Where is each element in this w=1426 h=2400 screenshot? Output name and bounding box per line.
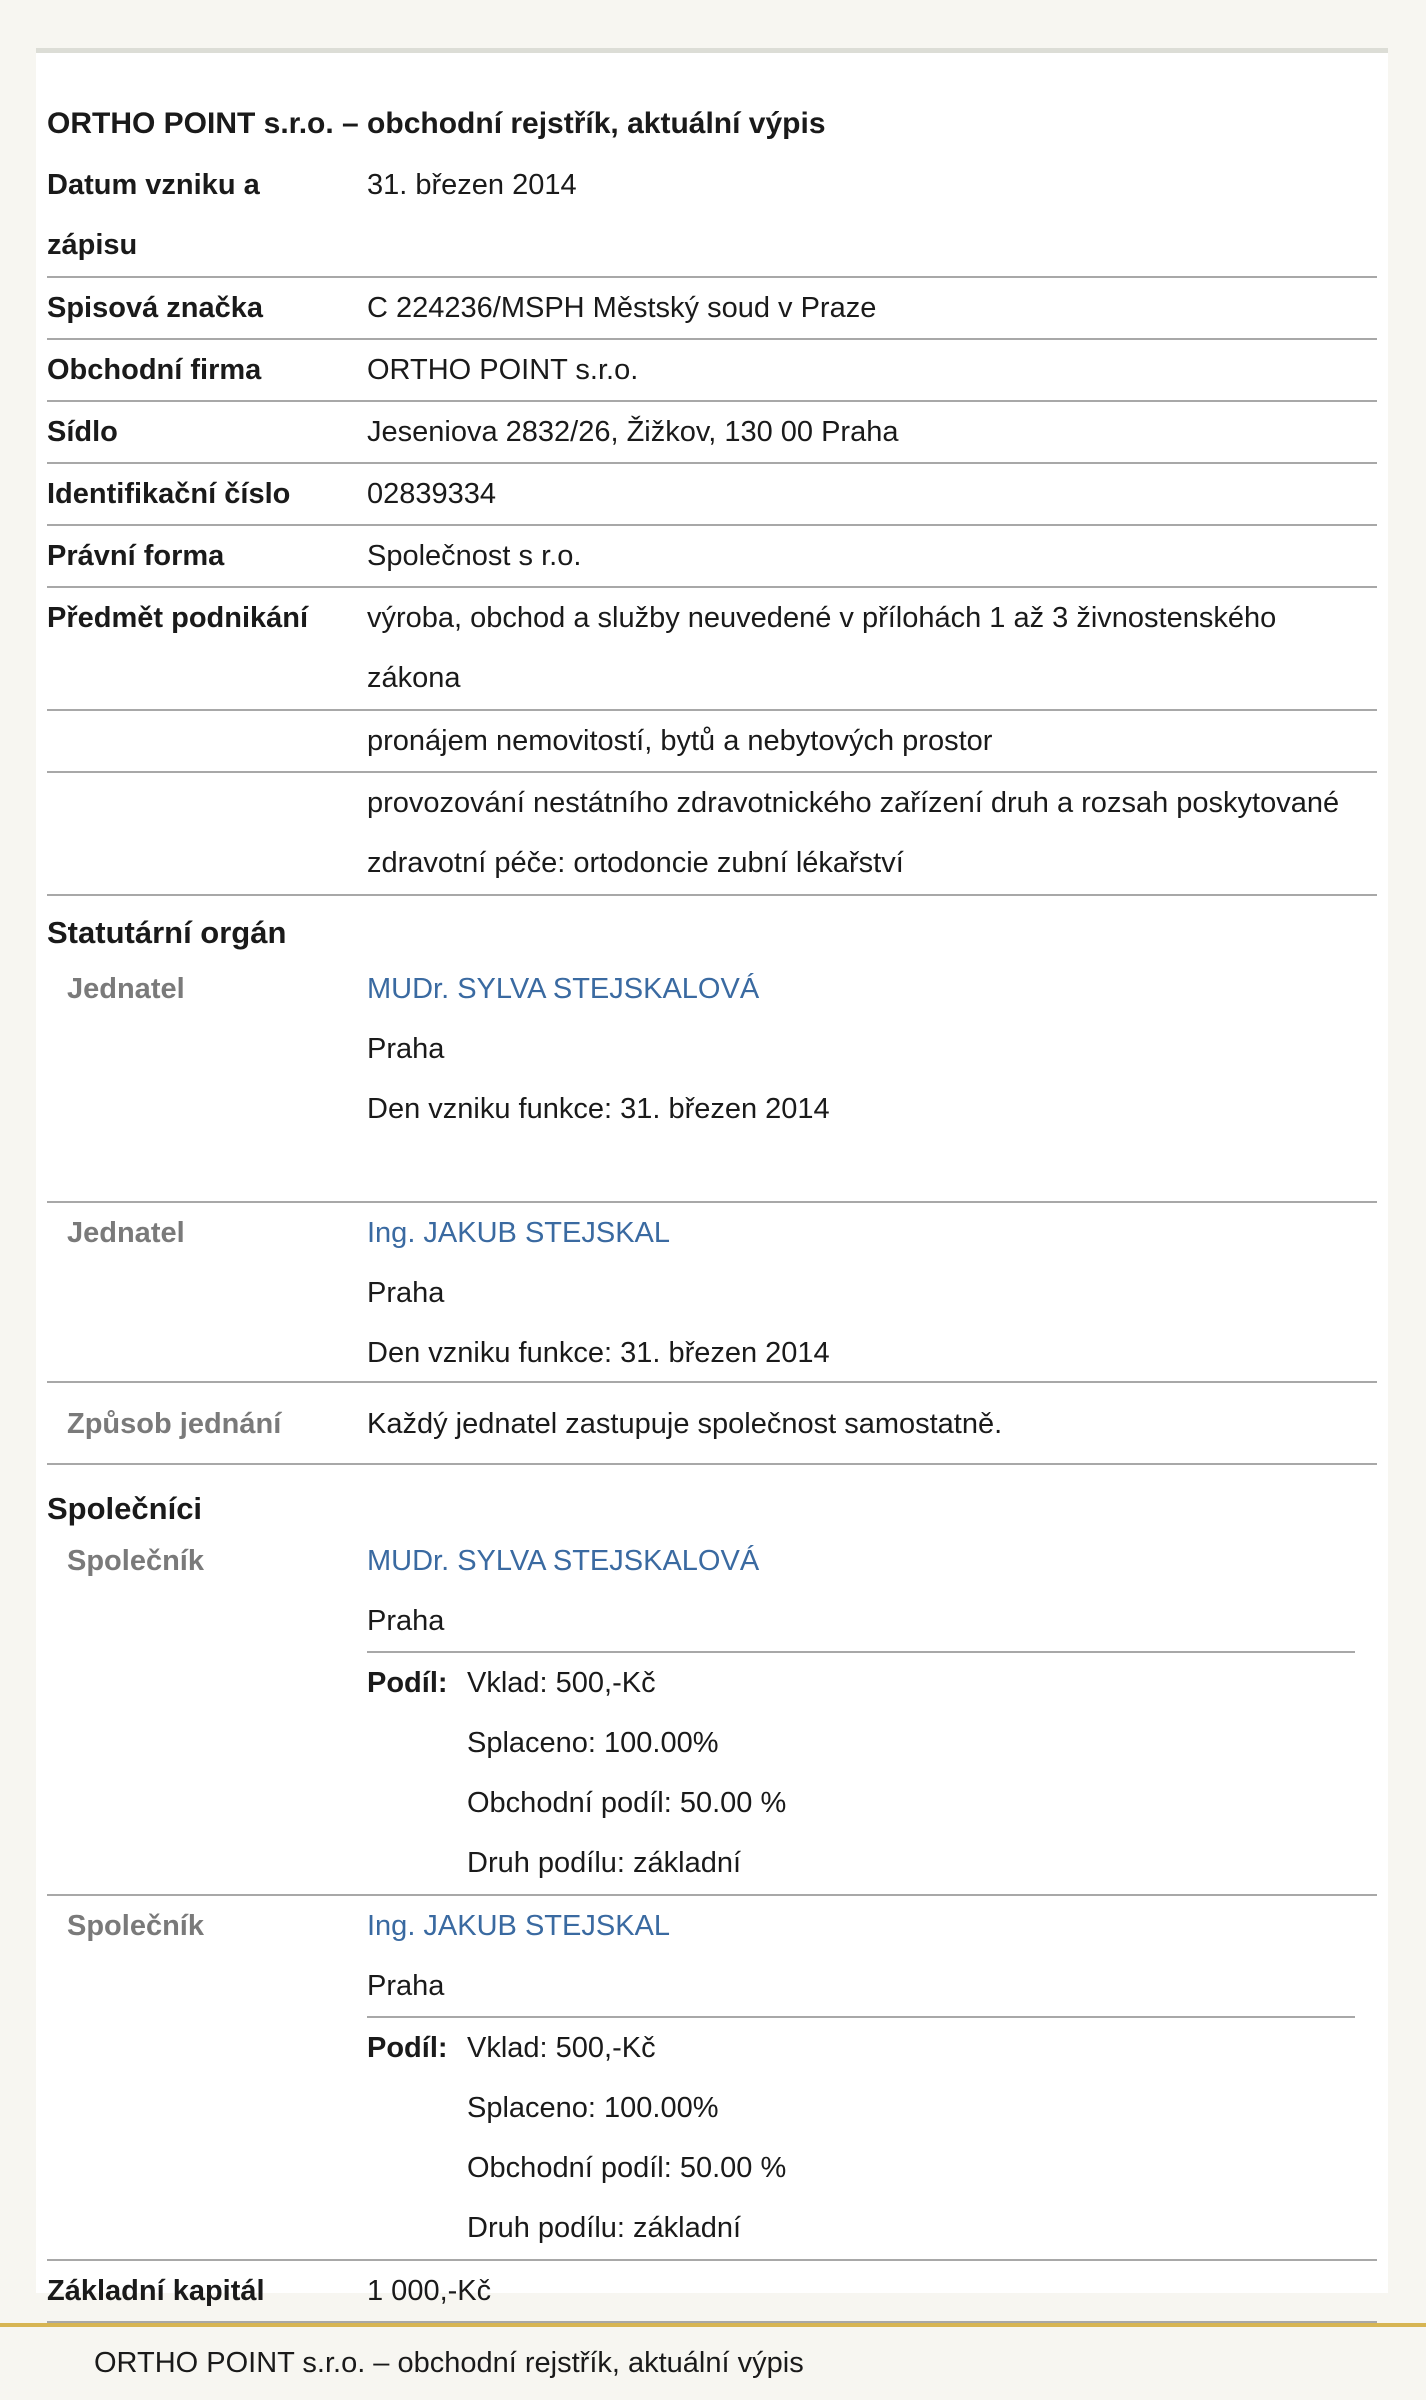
footer-title: ORTHO POINT s.r.o. – obchodní rejstřík, aktuální výpis [94,2347,804,2379]
row-value: Jeseniova 2832/26, Žižkov, 130 00 Praha [367,416,899,448]
statutory-member [47,1203,1377,1383]
row-label: Základní kapitál [47,2275,265,2307]
row-value: 1 000,-Kč [367,2275,492,2307]
row-business-name [47,340,1377,402]
member-since: Den vzniku funkce: 31. březen 2014 [367,1093,830,1125]
row-founding-date [47,155,1377,278]
share-type: Druh podílu: základní [467,1847,742,1879]
partner-city: Praha [367,1970,445,2002]
partner-share [367,2016,1355,2244]
section-statutory-body: Statutární orgán [47,915,287,950]
partner [47,1531,1377,1896]
partner-share [367,1651,1355,1879]
member-details [367,1203,1367,1383]
register-card [36,48,1388,2307]
partner-details [367,1531,1367,1651]
section-partners: Společníci [47,1491,203,1526]
share-stake: Obchodní podíl: 50.00 % [467,2152,787,2184]
row-value: 02839334 [367,478,497,510]
row-label: Předmět podnikání [47,602,309,634]
business-item-line: zákona [367,662,461,694]
row-conduct [47,1383,1377,1465]
row-label: Právní forma [47,540,225,572]
share-paid: Splaceno: 100.00% [467,1727,719,1759]
share-type: Druh podílu: základní [467,2212,742,2244]
member-details [367,959,1367,1139]
member-name-link[interactable]: Ing. JAKUB STEJSKAL [367,1217,671,1249]
partner-details [367,1896,1367,2016]
business-item-line: výroba, obchod a služby neuvedené v přílohách 1 až 3 živnostenského [367,602,1277,634]
row-value: ORTHO POINT s.r.o. [367,354,639,386]
member-city: Praha [367,1033,445,1065]
conduct-label: Způsob jednání [67,1408,282,1440]
partner [47,1896,1377,2261]
member-name-link[interactable]: MUDr. SYLVA STEJSKALOVÁ [367,973,760,1005]
page-title: ORTHO POINT s.r.o. – obchodní rejstřík, aktuální výpis [47,107,826,140]
statutory-member [47,959,1377,1203]
row-label: Identifikační číslo [47,478,291,510]
business-item: pronájem nemovitostí, bytů a nebytových prostor [367,725,993,757]
row-registered-office [47,402,1377,464]
row-label: Sídlo [47,416,118,448]
row-value: Společnost s r.o. [367,540,582,572]
business-item-line: provozování nestátního zdravotnického zařízení druh a rozsah poskytované [367,787,1340,819]
row-business-activity-2 [47,711,1377,773]
row-business-activity-3 [47,773,1377,896]
conduct-value: Každý jednatel zastupuje společnost samostatně. [367,1408,1003,1440]
member-city: Praha [367,1277,445,1309]
row-value: C 224236/MSPH Městský soud v Praze [367,292,877,324]
member-role: Jednatel [67,1217,185,1249]
share-deposit: Vklad: 500,-Kč [467,1667,656,1699]
row-file-number [47,278,1377,340]
partner-role: Společník [67,1545,204,1577]
row-share-capital [47,2261,1377,2323]
partner-city: Praha [367,1605,445,1637]
share-deposit: Vklad: 500,-Kč [467,2032,656,2064]
row-id-number [47,464,1377,526]
row-label: Spisová značka [47,292,263,324]
share-values [467,2018,1347,2258]
partner-name-link[interactable]: Ing. JAKUB STEJSKAL [367,1910,671,1942]
row-label: Datum vzniku a zápisu [47,169,260,261]
member-since: Den vzniku funkce: 31. březen 2014 [367,1337,830,1369]
share-label: Podíl: [367,2032,448,2064]
share-values [467,1653,1347,1893]
share-paid: Splaceno: 100.00% [467,2092,719,2124]
row-legal-form [47,526,1377,588]
row-value: 31. březen 2014 [367,169,577,201]
business-item-line: zdravotní péče: ortodoncie zubní lékařství [367,847,904,879]
partner-role: Společník [67,1910,204,1942]
row-business-activity [47,588,1377,711]
footer [0,2323,1426,2400]
business-item [367,773,1367,893]
partner-name-link[interactable]: MUDr. SYLVA STEJSKALOVÁ [367,1545,760,1577]
row-label: Obchodní firma [47,354,262,386]
business-item [367,588,1367,708]
member-role: Jednatel [67,973,185,1005]
share-label: Podíl: [367,1667,448,1699]
share-stake: Obchodní podíl: 50.00 % [467,1787,787,1819]
